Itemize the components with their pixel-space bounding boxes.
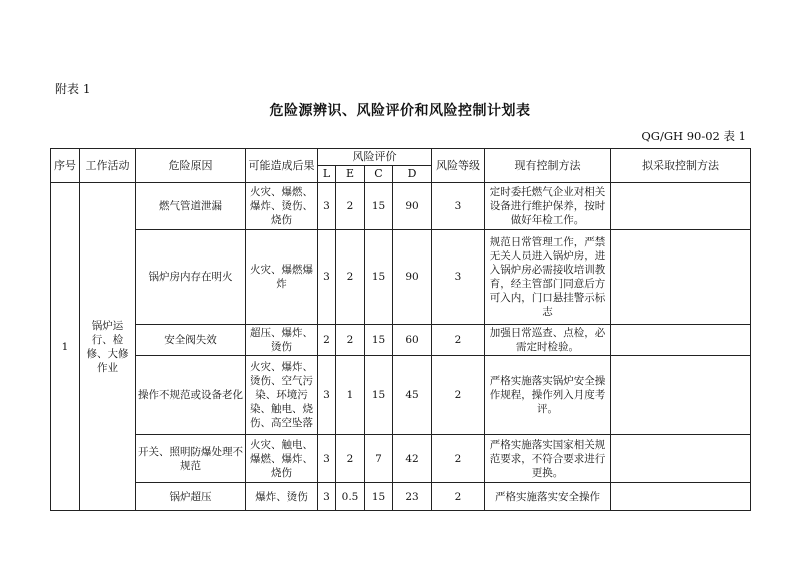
- planned-control-cell: [611, 230, 751, 325]
- header-risk-eval: 风险评价: [318, 149, 432, 166]
- existing-control-cell: 严格实施落实安全操作: [485, 483, 611, 511]
- planned-control-cell: [611, 325, 751, 356]
- level-cell: 3: [432, 230, 485, 325]
- consequence-cell: 火灾、爆炸、烫伤、空气污染、环境污染、触电、烧伤、高空坠落: [246, 356, 318, 435]
- header-planned-control: 拟采取控制方法: [611, 149, 751, 183]
- consequence-cell: 火灾、爆燃爆炸: [246, 230, 318, 325]
- annex-label: 附表 1: [55, 82, 91, 96]
- page-title: 危险源辨识、风险评价和风险控制计划表: [269, 103, 531, 119]
- existing-control-cell: 严格实施落实锅炉安全操作规程，操作列入月度考评。: [485, 356, 611, 435]
- planned-control-cell: [611, 483, 751, 511]
- cause-cell: 锅炉房内存在明火: [136, 230, 246, 325]
- D-cell: 90: [393, 230, 432, 325]
- D-cell: 45: [393, 356, 432, 435]
- level-cell: 2: [432, 325, 485, 356]
- E-cell: 1: [336, 356, 365, 435]
- level-cell: 2: [432, 435, 485, 483]
- existing-control-cell: 定时委托燃气企业对相关设备进行维护保养，按时做好年检工作。: [485, 183, 611, 230]
- E-cell: 2: [336, 230, 365, 325]
- E-cell: 2: [336, 325, 365, 356]
- level-cell: 3: [432, 183, 485, 230]
- C-cell: 15: [365, 183, 393, 230]
- planned-control-cell: [611, 183, 751, 230]
- D-cell: 42: [393, 435, 432, 483]
- L-cell: 2: [318, 325, 336, 356]
- consequence-cell: 火灾、爆燃、爆炸、烫伤、烧伤: [246, 183, 318, 230]
- C-cell: 15: [365, 483, 393, 511]
- header-cause: 危险原因: [136, 149, 246, 183]
- header-existing-control: 现有控制方法: [485, 149, 611, 183]
- D-cell: 23: [393, 483, 432, 511]
- D-cell: 60: [393, 325, 432, 356]
- header-seq: 序号: [51, 149, 80, 183]
- level-cell: 2: [432, 356, 485, 435]
- C-cell: 7: [365, 435, 393, 483]
- L-cell: 3: [318, 435, 336, 483]
- L-cell: 3: [318, 356, 336, 435]
- document-number: QG/GH 90-02 表 1: [641, 129, 746, 143]
- L-cell: 3: [318, 230, 336, 325]
- C-cell: 15: [365, 356, 393, 435]
- consequence-cell: 超压、爆炸、烫伤: [246, 325, 318, 356]
- activity-cell: 锅炉运行、检修、大修作业: [80, 183, 136, 511]
- D-cell: 90: [393, 183, 432, 230]
- C-cell: 15: [365, 325, 393, 356]
- table-row: [51, 483, 751, 511]
- table-row: [51, 356, 751, 435]
- E-cell: 0.5: [336, 483, 365, 511]
- existing-control-cell: 严格实施落实国家相关规范要求，不符合要求进行更换。: [485, 435, 611, 483]
- existing-control-cell: 加强日常巡查、点检，必需定时检验。: [485, 325, 611, 356]
- consequence-cell: 火灾、触电、爆燃、爆炸、烧伤: [246, 435, 318, 483]
- L-cell: 3: [318, 183, 336, 230]
- L-cell: 3: [318, 483, 336, 511]
- cause-cell: 操作不规范或设备老化: [136, 356, 246, 435]
- risk-control-table: [50, 148, 751, 511]
- table-row: [51, 183, 751, 230]
- cause-cell: 开关、照明防爆处理不规范: [136, 435, 246, 483]
- planned-control-cell: [611, 356, 751, 435]
- level-cell: 2: [432, 483, 485, 511]
- planned-control-cell: [611, 435, 751, 483]
- consequence-cell: 爆炸、烫伤: [246, 483, 318, 511]
- cause-cell: 锅炉超压: [136, 483, 246, 511]
- cause-cell: 安全阀失效: [136, 325, 246, 356]
- header-consequence: 可能造成后果: [246, 149, 318, 183]
- header-L: L: [318, 166, 336, 183]
- E-cell: 2: [336, 435, 365, 483]
- cause-cell: 燃气管道泄漏: [136, 183, 246, 230]
- header-activity: 工作活动: [80, 149, 136, 183]
- existing-control-cell: 规范日常管理工作，严禁无关人员进入锅炉房，进入锅炉房必需接收培训教育，经主管部门同意后方可入内，门口悬挂警示标志: [485, 230, 611, 325]
- header-row-1: [51, 149, 751, 166]
- table-row: [51, 325, 751, 356]
- E-cell: 2: [336, 183, 365, 230]
- table-row: [51, 230, 751, 325]
- header-level: 风险等级: [432, 149, 485, 183]
- C-cell: 15: [365, 230, 393, 325]
- seq-cell: 1: [51, 183, 80, 511]
- header-E: E: [336, 166, 365, 183]
- header-C: C: [365, 166, 393, 183]
- header-D: D: [393, 166, 432, 183]
- table-row: [51, 435, 751, 483]
